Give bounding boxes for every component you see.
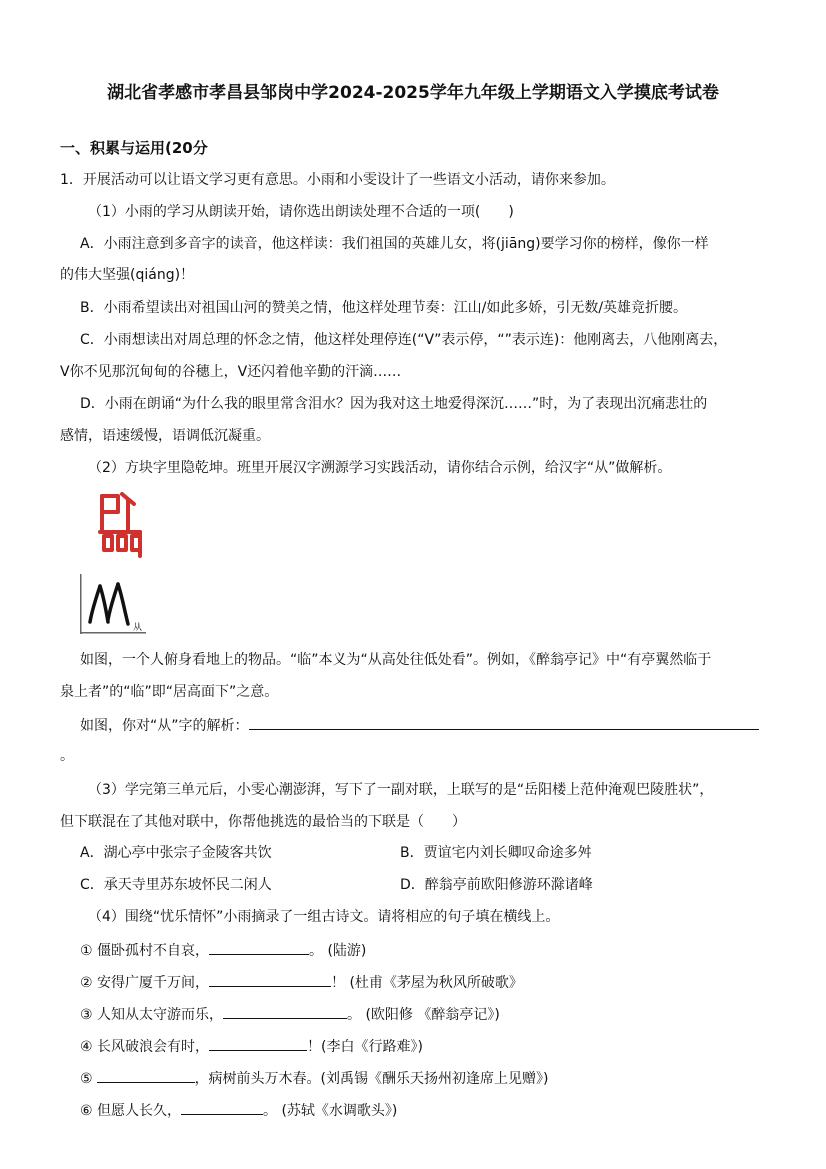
seal-script-lin-icon — [92, 490, 150, 560]
poem-item-3-text: ③ 人知从太守游而乐， — [80, 1007, 224, 1023]
poem-blank-1[interactable] — [209, 939, 309, 955]
q1-sub2-para1-line1: 如图，一个人俯身看地上的物品。“临”本义为“从高处往低处看”。例如，《醉翁亭记》中“有亭翼然临于 — [80, 652, 712, 668]
q1-sub4-stem: （4）围绕“忧乐情怀”小雨摘录了一组古诗文。请将相应的句子填在横线上。 — [88, 909, 560, 925]
poem-item-5-number: ⑤ — [80, 1071, 93, 1087]
q1-sub3-option-d: D．醉翁亭前欧阳修游环滁诸峰 — [400, 877, 593, 893]
poem-item-4 — [80, 1035, 423, 1057]
q1-sub2-stem: （2）方块字里隐乾坤。班里开展汉字溯源学习实践活动，请你结合示例，给汉字“从”做解析。 — [88, 460, 672, 476]
q1-sub1-stem: （1）小雨的学习从朗读开始，请你选出朗读处理不合适的一项( ) — [88, 204, 514, 220]
poem-item-2-source: ！ (杜甫《茅屋为秋风所破歌》 — [331, 975, 523, 991]
oracle-cong-icon — [78, 572, 150, 638]
q1-sub3-option-c: C．承天寺里苏东坡怀民二闲人 — [80, 877, 272, 893]
exam-title: 湖北省孝感市孝昌县邹岗中学2024-2025学年九年级上学期语文入学摸底考试卷 — [107, 83, 719, 103]
q1-intro: 1．开展活动可以让语文学习更有意思。小雨和小雯设计了一些语文小活动，请你来参加。 — [60, 172, 615, 188]
q1-sub2-para1-line2: 泉上者”的“临”即“居高面下”之意。 — [60, 684, 279, 700]
poem-blank-2[interactable] — [209, 971, 331, 987]
poem-item-3-source: 。 (欧阳修 《醉翁亭记》) — [347, 1007, 500, 1023]
poem-blank-5[interactable] — [97, 1067, 195, 1083]
poem-item-6 — [80, 1099, 397, 1121]
q1-sub1-option-a-line1: A．小雨注意到多音字的读音，他这样读：我们祖国的英雄儿女，将(jiāng)要学习你的榜样，像你一样 — [80, 236, 709, 252]
q1-sub1-option-b: B．小雨希望读出对祖国山河的赞美之情，他这样处理节奏：江山/如此多娇，引无数/英雄竞折腰。 — [80, 300, 688, 316]
poem-blank-6[interactable] — [181, 1099, 263, 1115]
poem-item-2 — [80, 971, 523, 993]
section-heading: 一、积累与运用(20分 — [60, 139, 208, 157]
q1-sub1-option-c-line2: V你不见那沉甸甸的谷穗上，V还闪着他辛勤的汗滴…… — [60, 364, 402, 380]
poem-item-1-text: ① 僵卧孤村不自哀， — [80, 943, 210, 959]
poem-item-5 — [80, 1067, 549, 1089]
poem-item-3 — [80, 1003, 500, 1025]
q1-sub1-option-d-line1: D．小雨在朗诵“为什么我的眼里常含泪水？因为我对这土地爱得深沉……”时，为了表现出沉痛悲壮的 — [80, 396, 708, 412]
q1-sub3-option-a: A．湖心亭中张宗子金陵客共饮 — [80, 845, 272, 861]
poem-item-1-source: 。 (陆游) — [309, 943, 367, 959]
q1-sub2-answer-line — [80, 714, 759, 736]
poem-item-5-text: ，病树前头万木春。(刘禹锡《酬乐天扬州初逢席上见赠》) — [194, 1071, 549, 1087]
poem-blank-3[interactable] — [223, 1003, 347, 1019]
q1-sub2-end-period: 。 — [60, 748, 74, 764]
poem-item-6-text: ⑥ 但愿人长久， — [80, 1103, 182, 1119]
q1-sub1-option-a-line2: 的伟大坚强(qiáng)！ — [60, 267, 195, 283]
poem-item-6-source: 。 (苏轼《水调歌头》) — [263, 1103, 398, 1119]
q1-sub2-prompt: 如图，你对“从”字的解析： — [80, 718, 249, 734]
q1-sub3-stem-line1: （3）学完第三单元后，小雯心潮澎湃，写下了一副对联，上联写的是“岳阳楼上范仲淹观巴陵胜状”， — [88, 782, 714, 798]
answer-blank[interactable] — [249, 714, 759, 730]
poem-item-2-text: ② 安得广厦千万间， — [80, 975, 210, 991]
q1-sub3-option-b: B．贾谊宅内刘长卿叹命途多舛 — [400, 845, 592, 861]
poem-item-1 — [80, 939, 366, 961]
poem-item-4-text: ④ 长风破浪会有时， — [80, 1039, 210, 1055]
poem-item-4-source: ！(李白《行路难》) — [307, 1039, 423, 1055]
q1-sub3-stem-line2: 但下联混在了其他对联中，你帮他挑选的最恰当的下联是（ ） — [60, 814, 466, 830]
poem-blank-4[interactable] — [209, 1035, 307, 1051]
oracle-figure-label: 从 — [133, 623, 143, 633]
q1-sub1-option-c-line1: C．小雨想读出对周总理的怀念之情，他这样处理停连(“V”表示停，“”表示连)：他刚离去，八他刚离去， — [80, 332, 728, 348]
q1-sub1-option-d-line2: 感情，语速缓慢，语调低沉凝重。 — [60, 428, 270, 444]
